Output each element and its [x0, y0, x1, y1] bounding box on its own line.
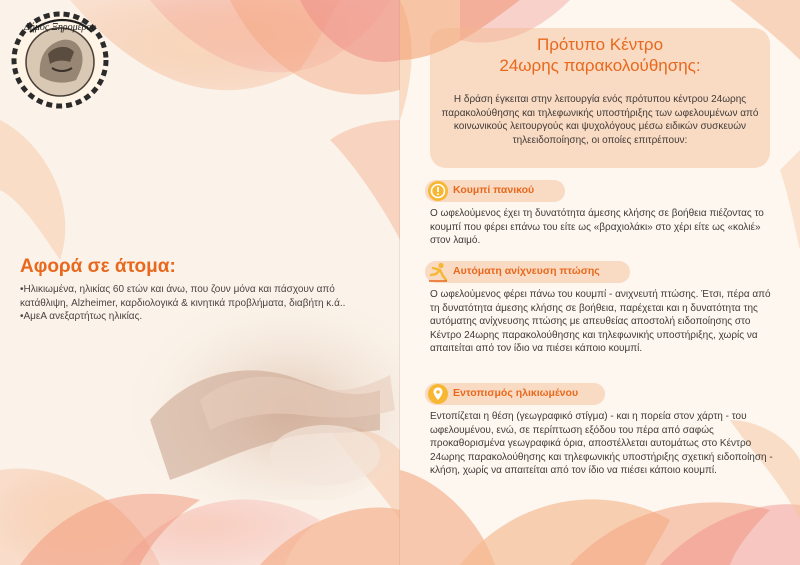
feature-location-tracking — [425, 383, 780, 503]
falling-person-icon — [427, 261, 449, 283]
intro-body: Η δράση έγκειται στην λειτουργία ενός πρότυπου κέντρου 24ωρης παρακολούθησης και τηλεφωνικής υποστήριξης των ωφελουμένων από κοινωνικούς λειτουργούς και ψυχολόγους μέσω ειδικών συσκευών τηλεειδοποίησης, οι οποίες επιτρέπουν: — [441, 94, 759, 146]
panic-button-icon — [427, 180, 449, 202]
logo-text: Δήμος Ξηρομέρου — [24, 22, 96, 33]
feature-title: Κουμπί πανικού — [453, 184, 535, 196]
intro-title-line-2: 24ωρης παρακολούθησης: — [499, 56, 701, 75]
feature-body: Εντοπίζεται η θέση (γεωγραφικό στίγμα) - και η πορεία στον χάρτη - του ωφελουμένου, ενώ, σε περίπτωση εξόδου του πέρα από σαφώς προκαθορισμένα γεωγραφικά όρια, αποστέλλεται αυτομάτως στο Κέντρο 24ωρης παρακολούθησης και τηλεφωνικής υποστήριξης σχετική ειδοποίηση - κλήση, χωρίς να απαιτείται από τον ίδιο να πιέσει κάποιο κουμπί. — [430, 411, 773, 476]
intro-title — [430, 34, 770, 76]
feature-title: Εντοπισμός ηλικιωμένου — [453, 387, 579, 399]
audience-heading: Αφορά σε άτομα: — [20, 256, 176, 277]
intro-title-line-1: Πρότυπο Κέντρο — [536, 35, 664, 54]
audience-item: •Ηλικιωμένα, ηλικίας 60 ετών και άνω, που ζουν μόνα και πάσχουν από κατάθλιψη, Alzheimer, καρδιολογικά & κινητικά προβλήματα, διαβήτη κ.ά.. — [20, 284, 346, 309]
audience-item: •ΑμεΑ ανεξαρτήτως ηλικίας. — [20, 311, 143, 322]
audience-list — [20, 283, 385, 324]
feature-fall-detection — [425, 261, 780, 376]
location-pin-icon — [427, 383, 449, 405]
feature-body: Ο ωφελούμενος έχει τη δυνατότητα άμεσης κλήσης σε βοήθεια πιέζοντας το κουμπί που φέρει επάνω του είτε ως «βραχιολάκι» στο χέρι είτε ως «κολιέ» στον λαιμό. — [430, 208, 764, 246]
municipality-logo — [10, 10, 110, 110]
feature-panic-button — [425, 180, 780, 255]
feature-body: Ο ωφελούμενος φέρει πάνω του κουμπί - ανιχνευτή πτώσης. Έτσι, πέρα από τη δυνατότητα άμεσης κλήσης σε βοήθεια, παρέχεται και η δυνατότητα της αυτόματης ανίχνευσης πτώσης με απευθείας αποστολή ειδοποίησης στο Κέντρο 24ωρης παρακολούθησης και τηλεφωνικής υποστήριξης, χωρίς να απαιτείται από τον ίδιο να πιέσει κάποιο κουμπί. — [430, 289, 771, 354]
feature-title: Αυτόματη ανίχνευση πτώσης — [453, 265, 600, 277]
